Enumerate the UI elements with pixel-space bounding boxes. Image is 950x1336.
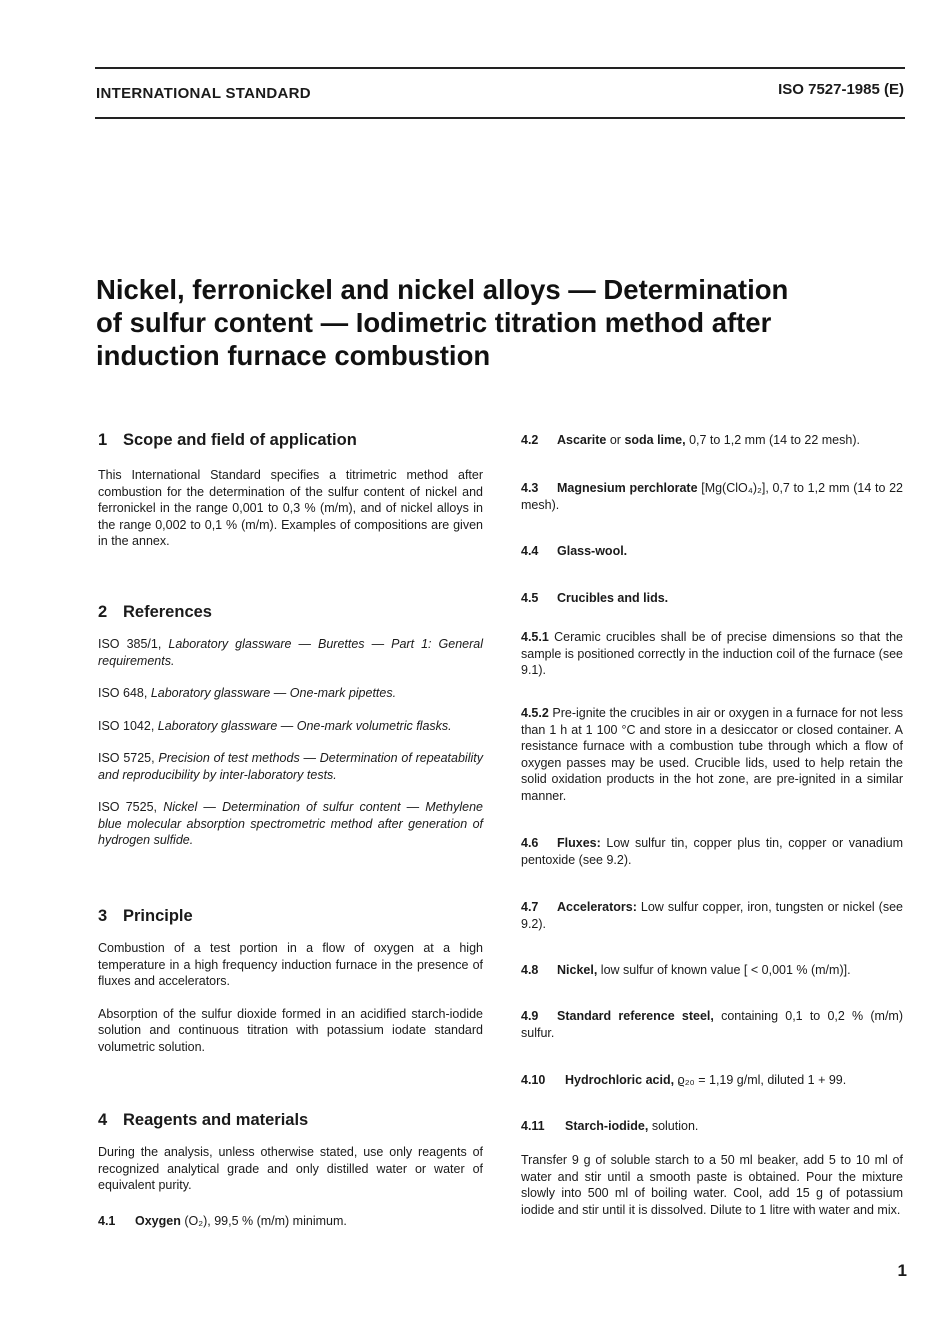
item-4-2: 4.2 Ascarite or soda lime, 0,7 to 1,2 mm (14 to 22 mesh). (521, 433, 860, 447)
reference-item: ISO 385/1, Laboratory glassware — Burettes — Part 1: General requirements. (98, 637, 484, 668)
document-title (96, 273, 896, 372)
item-4-11-text: Transfer 9 g of soluble starch to a 50 ml beaker, add 5 to 10 ml of water and stir until a smooth paste is obtained. Pour the mixture slowly into 500 ml of boiling water. Cool, add 15 g of potassium iodide and stir until it is dissolved. Dilute to 1 litre with water and mix. (521, 1153, 903, 1217)
item-4-10: 4.10 Hydrochloric acid, ϱ₂₀ = 1,19 g/ml, diluted 1 + 99. (521, 1073, 847, 1087)
item-4-3: 4.3 Magnesium perchlorate [Mg(ClO₄)₂], 0,7 to 1,2 mm (14 to 22 mesh). (521, 481, 903, 512)
reference-item: ISO 648, Laboratory glassware — One-mark pipettes. (98, 686, 397, 700)
section-3-heading: 3 Principle (98, 907, 193, 925)
section-2-heading: 2 References (98, 603, 212, 621)
section-3-paragraph-1: Combustion of a test portion in a flow of oxygen at a high temperature in a high frequency induction furnace in the presence of fluxes and accelerators. (98, 941, 483, 988)
section-1 (98, 430, 483, 550)
section-4-heading: 4 Reagents and materials (98, 1111, 309, 1129)
section-1-text: This International Standard specifies a titrimetric method after combustion for the determination of the sulfur content of nickel and ferronickel in the range 0,001 to 0,3 % (m/m), and of nickel alloys in the range 0,002 to 0,1 % (m/m). Examples of compositions are given in the annex. (98, 468, 483, 548)
section-4 (98, 1110, 483, 1229)
reference-item: ISO 7525, Nickel — Determination of sulfur content — Methylene blue molecular absorption spectrometric method after generation of hydrogen sulfide. (98, 800, 483, 847)
section-3 (98, 906, 483, 1055)
item-4-4: 4.4 Glass-wool. (521, 544, 628, 558)
item-4-5: 4.5 Crucibles and lids. (521, 591, 669, 605)
item-4-9: 4.9 Standard reference steel, containing 0,1 to 0,2 % (m/m) sulfur. (521, 1009, 903, 1040)
page-number: 1 (897, 1261, 907, 1280)
item-4-5-2: 4.5.2 Pre-ignite the crucibles in air or oxygen in a furnace for not less than 1 h at 1 100 °C and store in a desiccator or closed container. A resistance furnace with a combustion tube through which a flow of oxygen passes may be used. Crucible lids, used to help retain the solid oxidation products in the hot zone, are pre-ignited in a similar manner. (521, 706, 903, 803)
item-4-6: 4.6 Fluxes: Low sulfur tin, copper plus tin, copper or vanadium pentoxide (see 9.2). (521, 836, 903, 867)
standard-number: ISO 7527-1985 (E) (778, 81, 904, 98)
reference-item: ISO 5725, Precision of test methods — Determination of repeatability and reproducibility by inter-laboratory tests. (98, 751, 483, 782)
section-1-heading: 1 Scope and field of application (98, 431, 357, 449)
header-rule-top (95, 67, 905, 69)
section-3-paragraph-2: Absorption of the sulfur dioxide formed in an acidified starch-iodide solution and continuous titration with potassium iodate standard volumetric solution. (98, 1006, 483, 1054)
reference-item: ISO 1042, Laboratory glassware — One-mark volumetric flasks. (98, 718, 452, 733)
title-line-1: Nickel, ferronickel and nickel alloys — Determination (96, 274, 789, 305)
section-4-intro: During the analysis, unless otherwise stated, use only reagents of recognized analytical grade and only distilled water or water of equivalent purity. (98, 1145, 483, 1192)
item-4-11: 4.11 Starch-iodide, solution. (521, 1119, 699, 1133)
document-type: INTERNATIONAL STANDARD (96, 85, 311, 102)
title-line-2: of sulfur content — Iodimetric titration method after (96, 307, 772, 338)
title-line-3: induction furnace combustion (96, 340, 491, 371)
item-4-7: 4.7 Accelerators: Low sulfur copper, iron, tungsten or nickel (see 9.2). (521, 900, 903, 931)
item-4-5-1: 4.5.1 Ceramic crucibles shall be of precise dimensions so that the sample is positioned correctly in the induction coil of the furnace (see 9.1). (521, 630, 903, 677)
item-4-8: 4.8 Nickel, low sulfur of known value [ < 0,001 % (m/m)]. (521, 963, 851, 977)
item-4-1: 4.1 Oxygen (O₂), 99,5 % (m/m) minimum. (98, 1213, 347, 1228)
section-2 (98, 602, 483, 849)
header-rule-bottom (95, 117, 905, 119)
